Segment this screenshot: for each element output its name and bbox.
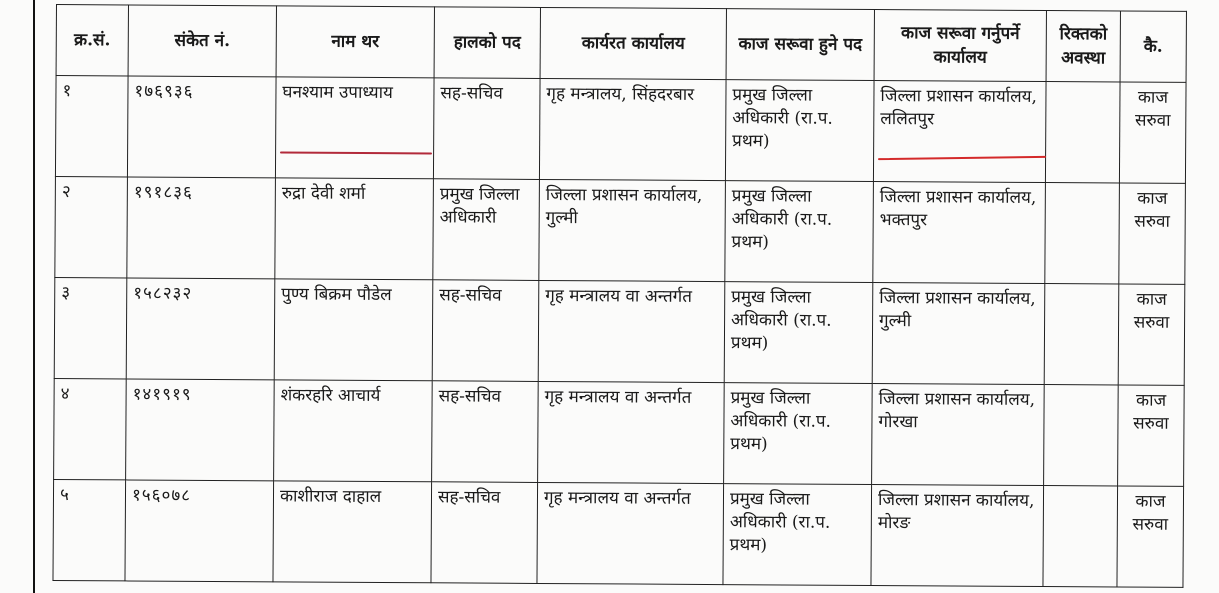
table-row (55, 76, 1186, 184)
cell-current-post: सह-सचिव (433, 78, 540, 180)
cell-code: १५८२३२ (126, 278, 275, 380)
page-margin-line (33, 0, 35, 593)
table-row (54, 277, 1185, 385)
cell-current-post: सह-सचिव (432, 280, 539, 382)
cell-remark: काज सरुवा (1119, 82, 1186, 183)
table-row (55, 176, 1186, 284)
header-working-office: कार्यरत कार्यालय (540, 7, 726, 79)
header-deputed-post: काज सरूवा हुने पद (726, 9, 874, 81)
cell-vacancy (1045, 183, 1120, 284)
cell-working-office: गृह मन्त्रालय वा अन्तर्गत (538, 381, 725, 483)
cell-vacancy (1044, 284, 1119, 385)
cell-remark: काज सरुवा (1118, 284, 1185, 385)
cell-deputed-post: प्रमुख जिल्ला अधिकारी (रा.प. प्रथम) (725, 80, 874, 182)
cell-name: पुण्य बिक्रम पौडेल (274, 279, 433, 381)
cell-working-office: गृह मन्त्रालय वा अन्तर्गत (537, 482, 724, 584)
cell-remark: काज सरुवा (1117, 486, 1184, 587)
header-serial: क्र.सं. (56, 5, 128, 76)
cell-name: घनश्याम उपाध्याय (275, 77, 434, 179)
transfer-table (52, 4, 1187, 588)
cell-remark: काज सरुवा (1119, 183, 1186, 284)
cell-name: काशीराज दाहाल (273, 481, 432, 583)
cell-code: १४१९१९ (126, 379, 275, 481)
cell-code: १७६९३६ (127, 76, 276, 178)
cell-deputed-post: प्रमुख जिल्ला अधिकारी (रा.प. प्रथम) (724, 383, 873, 485)
cell-deputed-post: प्रमुख जिल्ला अधिकारी (रा.प. प्रथम) (724, 282, 873, 384)
cell-working-office: गृह मन्त्रालय, सिंहदरबार (539, 78, 726, 180)
cell-remark: काज सरुवा (1118, 385, 1185, 486)
cell-current-post: प्रमुख जिल्ला अधिकारी (433, 179, 540, 281)
cell-code: १९१८३६ (127, 177, 276, 279)
header-remark: कै. (1120, 11, 1186, 82)
cell-serial: १ (55, 76, 128, 177)
table-row (54, 378, 1185, 486)
cell-vacancy (1045, 82, 1120, 183)
cell-serial: ४ (54, 378, 127, 479)
header-vacancy: रिक्तको अवस्था (1046, 11, 1120, 82)
cell-deputed-office: जिल्ला प्रशासन कार्यालय, भक्तपुर (873, 181, 1046, 283)
header-name: नाम थर (276, 6, 434, 78)
header-code: संकेत नं. (128, 5, 276, 77)
cell-working-office: गृह मन्त्रालय वा अन्तर्गत (538, 280, 725, 382)
header-current-post: हालको पद (434, 7, 540, 79)
cell-deputed-office: जिल्ला प्रशासन कार्यालय, मोरङ (871, 484, 1044, 586)
cell-deputed-office: जिल्ला प्रशासन कार्यालय, ललितपुर (873, 80, 1046, 182)
cell-name: शंकरहरि आचार्य (274, 380, 433, 482)
cell-deputed-post: प्रमुख जिल्ला अधिकारी (रा.प. प्रथम) (723, 484, 872, 586)
header-deputed-office: काज सरूवा गर्नुपर्ने कार्यालय (874, 9, 1046, 81)
table-header-row (56, 5, 1186, 83)
cell-current-post: सह-सचिव (431, 482, 538, 584)
cell-serial: ५ (53, 479, 126, 580)
cell-deputed-office: जिल्ला प्रशासन कार्यालय, गोरखा (872, 383, 1045, 485)
cell-deputed-post: प्रमुख जिल्ला अधिकारी (रा.प. प्रथम) (725, 181, 874, 283)
cell-serial: २ (55, 176, 128, 277)
cell-deputed-office: जिल्ला प्रशासन कार्यालय, गुल्मी (872, 282, 1045, 384)
cell-vacancy (1044, 385, 1119, 486)
cell-vacancy (1043, 486, 1118, 587)
cell-working-office: जिल्ला प्रशासन कार्यालय, गुल्मी (539, 179, 726, 281)
cell-name: रुद्रा देवी शर्मा (275, 178, 434, 280)
cell-serial: ३ (54, 277, 127, 378)
cell-current-post: सह-सचिव (432, 381, 539, 483)
table-row (53, 479, 1184, 587)
cell-code: १५६०७८ (125, 480, 274, 582)
